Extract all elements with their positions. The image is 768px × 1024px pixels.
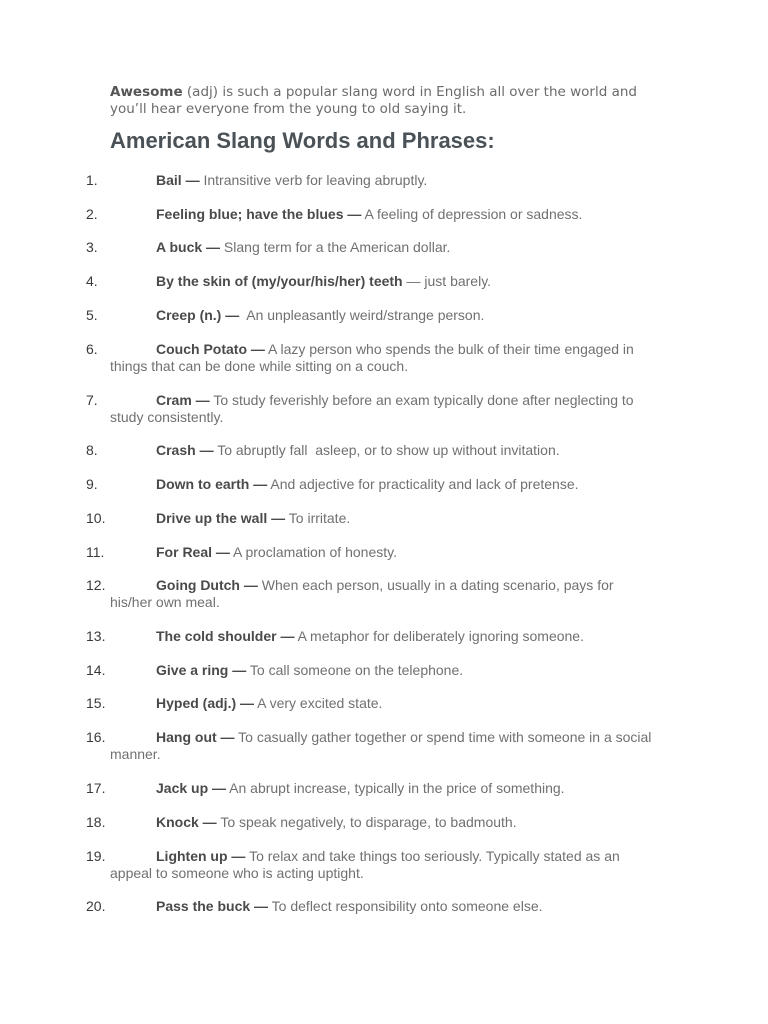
list-item [0, 307, 768, 324]
item-text [110, 307, 655, 324]
item-text [110, 392, 655, 426]
item-term: Down to earth — [156, 476, 268, 492]
list-item [0, 476, 768, 493]
list-item [0, 662, 768, 679]
item-text [110, 273, 655, 290]
item-text [110, 510, 655, 527]
item-term: Couch Potato — [156, 341, 265, 357]
section-heading: American Slang Words and Phrases: [110, 128, 495, 153]
item-definition: When each person, usually in a dating scenario, pays for his/her own meal. [110, 577, 614, 610]
list-item [0, 729, 768, 763]
list-item [0, 239, 768, 256]
item-definition: — just barely. [402, 273, 492, 289]
item-number: 5. [86, 307, 98, 323]
item-term: Drive up the wall — [156, 510, 286, 526]
item-text [110, 898, 655, 915]
item-term: Hang out — [156, 729, 235, 745]
item-number: 4. [86, 273, 98, 289]
item-text [110, 848, 655, 882]
item-text [110, 239, 655, 256]
item-term: A buck — [156, 239, 221, 255]
item-definition: A very excited state. [254, 695, 383, 711]
item-definition: And adjective for practicality and lack of pretense. [267, 476, 579, 492]
item-definition: Intransitive verb for leaving abruptly. [199, 172, 428, 188]
item-term: Jack up — [156, 780, 227, 796]
item-number: 6. [86, 341, 98, 357]
item-number: 20. [86, 898, 106, 914]
list-item [0, 628, 768, 645]
item-text [110, 341, 655, 375]
item-text [110, 544, 655, 561]
item-number: 9. [86, 476, 98, 492]
item-definition: To deflect responsibility onto someone else. [268, 898, 543, 914]
item-definition: To study feverishly before an exam typically done after neglecting to study consistently. [110, 392, 634, 425]
item-number: 12. [86, 577, 106, 593]
item-definition: To casually gather together or spend time with someone in a social manner. [110, 729, 652, 762]
item-number: 18. [86, 814, 106, 830]
item-text [110, 729, 655, 763]
list-item [0, 392, 768, 426]
item-term: The cold shoulder — [156, 628, 295, 644]
item-term: Knock — [156, 814, 217, 830]
item-term: Crash — [156, 442, 214, 458]
item-definition: To speak negatively, to disparage, to badmouth. [216, 814, 517, 830]
item-text [110, 695, 655, 712]
item-definition: A lazy person who spends the bulk of their time engaged in things that can be done while sitting on a couch. [110, 341, 634, 374]
list-item [0, 544, 768, 561]
intro-paragraph [110, 84, 670, 117]
item-text [110, 442, 655, 459]
item-number: 10. [86, 510, 106, 526]
item-definition: A proclamation of honesty. [229, 544, 397, 560]
item-text [110, 577, 655, 611]
item-term: Give a ring — [156, 662, 247, 678]
list-item [0, 814, 768, 831]
item-term: Feeling blue; have the blues — [156, 206, 362, 222]
item-number: 15. [86, 695, 106, 711]
list-item [0, 206, 768, 223]
item-text [110, 814, 655, 831]
item-number: 8. [86, 442, 98, 458]
item-term: Going Dutch — [156, 577, 258, 593]
item-definition: To relax and take things too seriously. Typically stated as an appeal to someone who is acting uptight. [110, 848, 620, 881]
item-definition: To call someone on the telephone. [246, 662, 464, 678]
item-definition: An abrupt increase, typically in the price of something. [226, 780, 565, 796]
item-term: Cram — [156, 392, 210, 408]
list-item [0, 848, 768, 882]
list-item [0, 341, 768, 375]
item-term: For Real — [156, 544, 230, 560]
item-number: 16. [86, 729, 106, 745]
item-definition: A feeling of depression or sadness. [361, 206, 583, 222]
list-item [0, 898, 768, 915]
intro-term: Awesome [110, 84, 183, 100]
item-text [110, 628, 655, 645]
item-definition: To abruptly fall asleep, or to show up without invitation. [213, 442, 560, 458]
list-item [0, 577, 768, 611]
item-text [110, 206, 655, 223]
item-term: Creep (n.) — [156, 307, 240, 323]
item-number: 14. [86, 662, 106, 678]
list-item [0, 172, 768, 189]
item-definition: Slang term for a the American dollar. [220, 239, 451, 255]
item-number: 3. [86, 239, 98, 255]
intro-text: (adj) is such a popular slang word in English all over the world and you’ll hear everyone from the young to old saying it. [110, 84, 637, 117]
item-number: 11. [86, 544, 105, 560]
item-definition: An unpleasantly weird/strange person. [239, 307, 485, 323]
item-definition: A metaphor for deliberately ignoring someone. [294, 628, 584, 644]
list-item [0, 510, 768, 527]
list-item [0, 273, 768, 290]
item-text [110, 780, 655, 797]
item-number: 19. [86, 848, 106, 864]
item-number: 7. [86, 392, 98, 408]
item-number: 13. [86, 628, 106, 644]
item-number: 2. [86, 206, 98, 222]
item-number: 1. [86, 172, 98, 188]
list-item [0, 695, 768, 712]
item-text [110, 662, 655, 679]
item-number: 17. [86, 780, 106, 796]
list-item [0, 780, 768, 797]
item-term: Bail — [156, 172, 200, 188]
item-text [110, 172, 655, 189]
item-term: Lighten up — [156, 848, 246, 864]
item-term: By the skin of (my/your/his/her) teeth [156, 273, 403, 289]
item-definition: To irritate. [285, 510, 351, 526]
item-term: Hyped (adj.) — [156, 695, 255, 711]
item-term: Pass the buck — [156, 898, 269, 914]
list-item [0, 442, 768, 459]
item-text [110, 476, 655, 493]
